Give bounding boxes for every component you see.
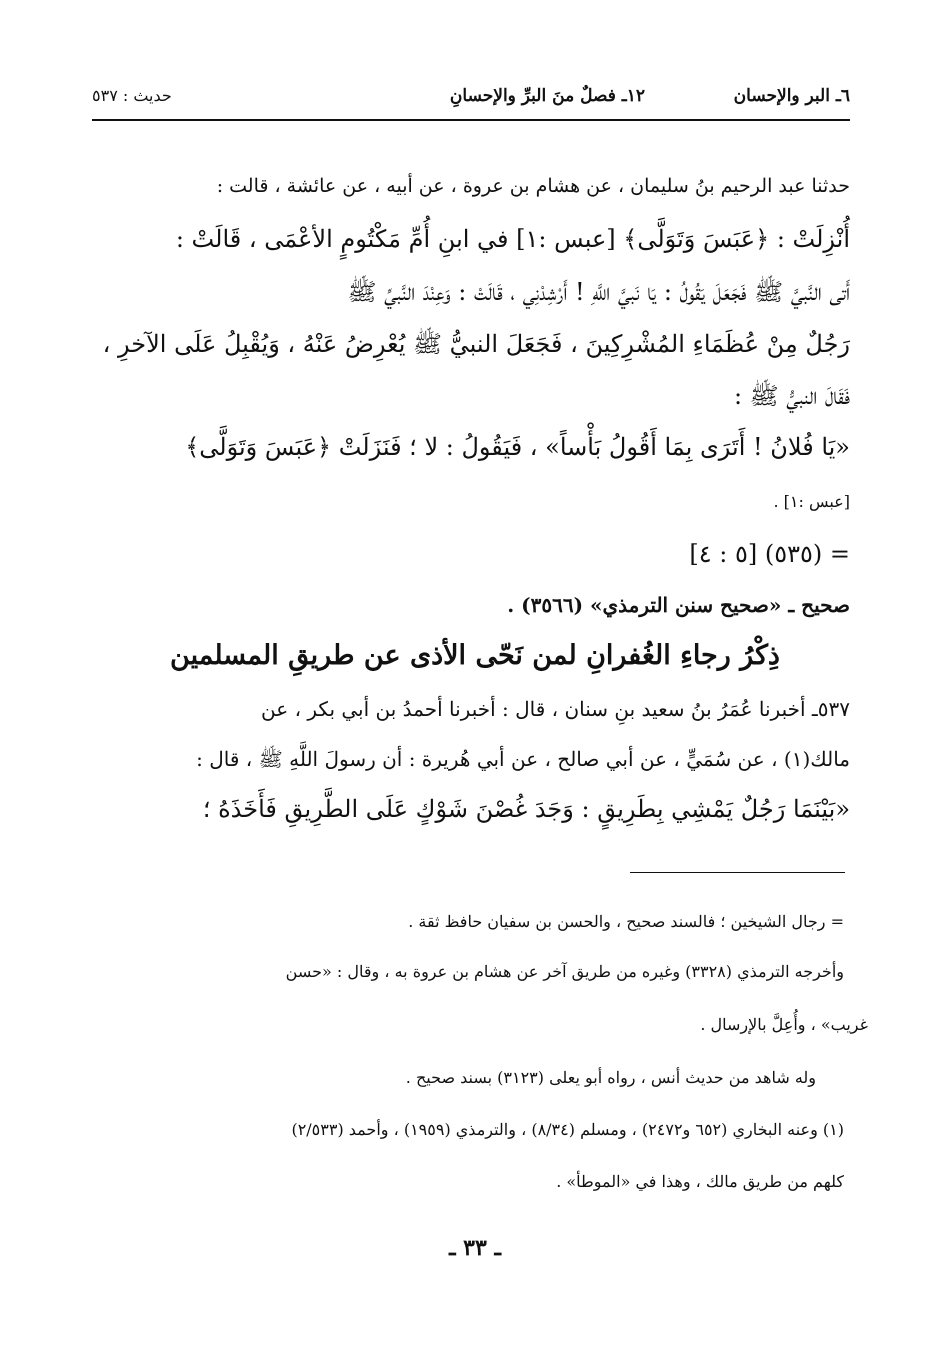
footnote-line-4: وله شاهد من حديث أنس ، رواه أبو يعلى (٣١٢٣) بسند صحيح .: [405, 1068, 816, 1087]
chapter-title: ٦ـ البر والإحسان: [733, 86, 850, 106]
body-line-4: رَجُلٌ مِنْ عُظَمَاءِ المُشْرِكِينَ ، فَجَعَلَ النبيُّ ﷺ يُعْرِضُ عَنْهُ ، وَيُقْبِلُ عَلَى الآخرِ ،: [102, 330, 850, 358]
running-header: [92, 86, 850, 116]
footnote-line-1: = رجال الشيخين ؛ فالسند صحيح ، والحسن بن سفيان حافظ ثقة .: [408, 912, 844, 931]
footnote-line-2: وأخرجه الترمذي (٣٣٢٨) وغيره من طريق آخر عن هشام بن عروة به ، وقال : «حسن: [285, 962, 844, 981]
hadith-537-line-3: «بَيْنَمَا رَجُلٌ يَمْشِي بِطَرِيقٍ : وَجَدَ غُصْنَ شَوْكٍ عَلَى الطَّرِيقِ فَأَخَذَهُ ؛: [202, 795, 850, 823]
body-line-7: [عبس :١] .: [773, 492, 850, 511]
body-line-5: فَقَالَ النبيُّ ﷺ :: [733, 382, 850, 410]
header-divider: [92, 119, 850, 121]
hadith-reference: حديث : ٥٣٧: [92, 86, 172, 105]
footnote-line-3: غريب» ، وأُعِلَّ بالإرسال .: [700, 1015, 868, 1034]
hadith-537-line-1: ٥٣٧ـ أخبرنا عُمَرُ بنُ سعيد بنِ سنان ، قال : أخبرنا أحمدُ بن أبي بكر ، عن: [261, 697, 850, 721]
grading-line: صحيح ـ «صحيح سنن الترمذي» (٣٥٦٦) .: [507, 593, 850, 617]
footnote-divider: [630, 872, 845, 873]
cross-reference: = (٥٣٥) [٥ : ٤]: [689, 540, 850, 568]
body-line-3: أَتى النَّبيَّ ﷺ فَجَعَلَ يَقُولُ : يَا نَبيَّ اللَّهِ ! أَرْشِدْنِي ، قَالَتْ : وَعِنْدَ النَّبيِّ ﷺ: [347, 278, 850, 306]
section-heading: ذِكْرُ رجاءِ الغُفرانِ لمن نَحّى الأذى عن طريقِ المسلمين: [170, 640, 780, 671]
body-line-6: «يَا فُلانُ ! أَتَرَى بِمَا أَقُولُ بَأْساً» ، فَيَقُولُ : لا ؛ فَنَزَلَتْ ﴿عَبَسَ وَتَوَلَّى﴾: [185, 433, 850, 461]
body-line-2: أُنْزِلَتْ : ﴿عَبَسَ وَتَوَلَّى﴾ [عبس :١] في ابنِ أُمِّ مَكْتُومٍ الأعْمَى ، قَالَتْ :: [175, 225, 850, 253]
page-number: ـ ٣٣ ـ: [449, 1235, 501, 1261]
footnote-line-6: كلهم من طريق مالك ، وهذا في «الموطأ» .: [556, 1172, 844, 1191]
hadith-537-line-2: مالك(١) ، عن سُمَيٍّ ، عن أبي صالح ، عن أبي هُريرة : أن رسولَ اللَّهِ ﷺ ، قال :: [196, 747, 850, 771]
section-title: ١٢ـ فصلٌ منَ البرِّ والإحسانِ: [449, 86, 645, 106]
body-line-1: حدثنا عبد الرحيم بنُ سليمان ، عن هشام بن عروة ، عن أبيه ، عن عائشة ، قالت :: [216, 175, 850, 197]
footnote-line-5: (١) وعنه البخاري (٦٥٢ و٢٤٧٢) ، ومسلم (٨/٣٤) ، والترمذي (١٩٥٩) ، وأحمد (٢/٥٣٣): [291, 1120, 844, 1139]
